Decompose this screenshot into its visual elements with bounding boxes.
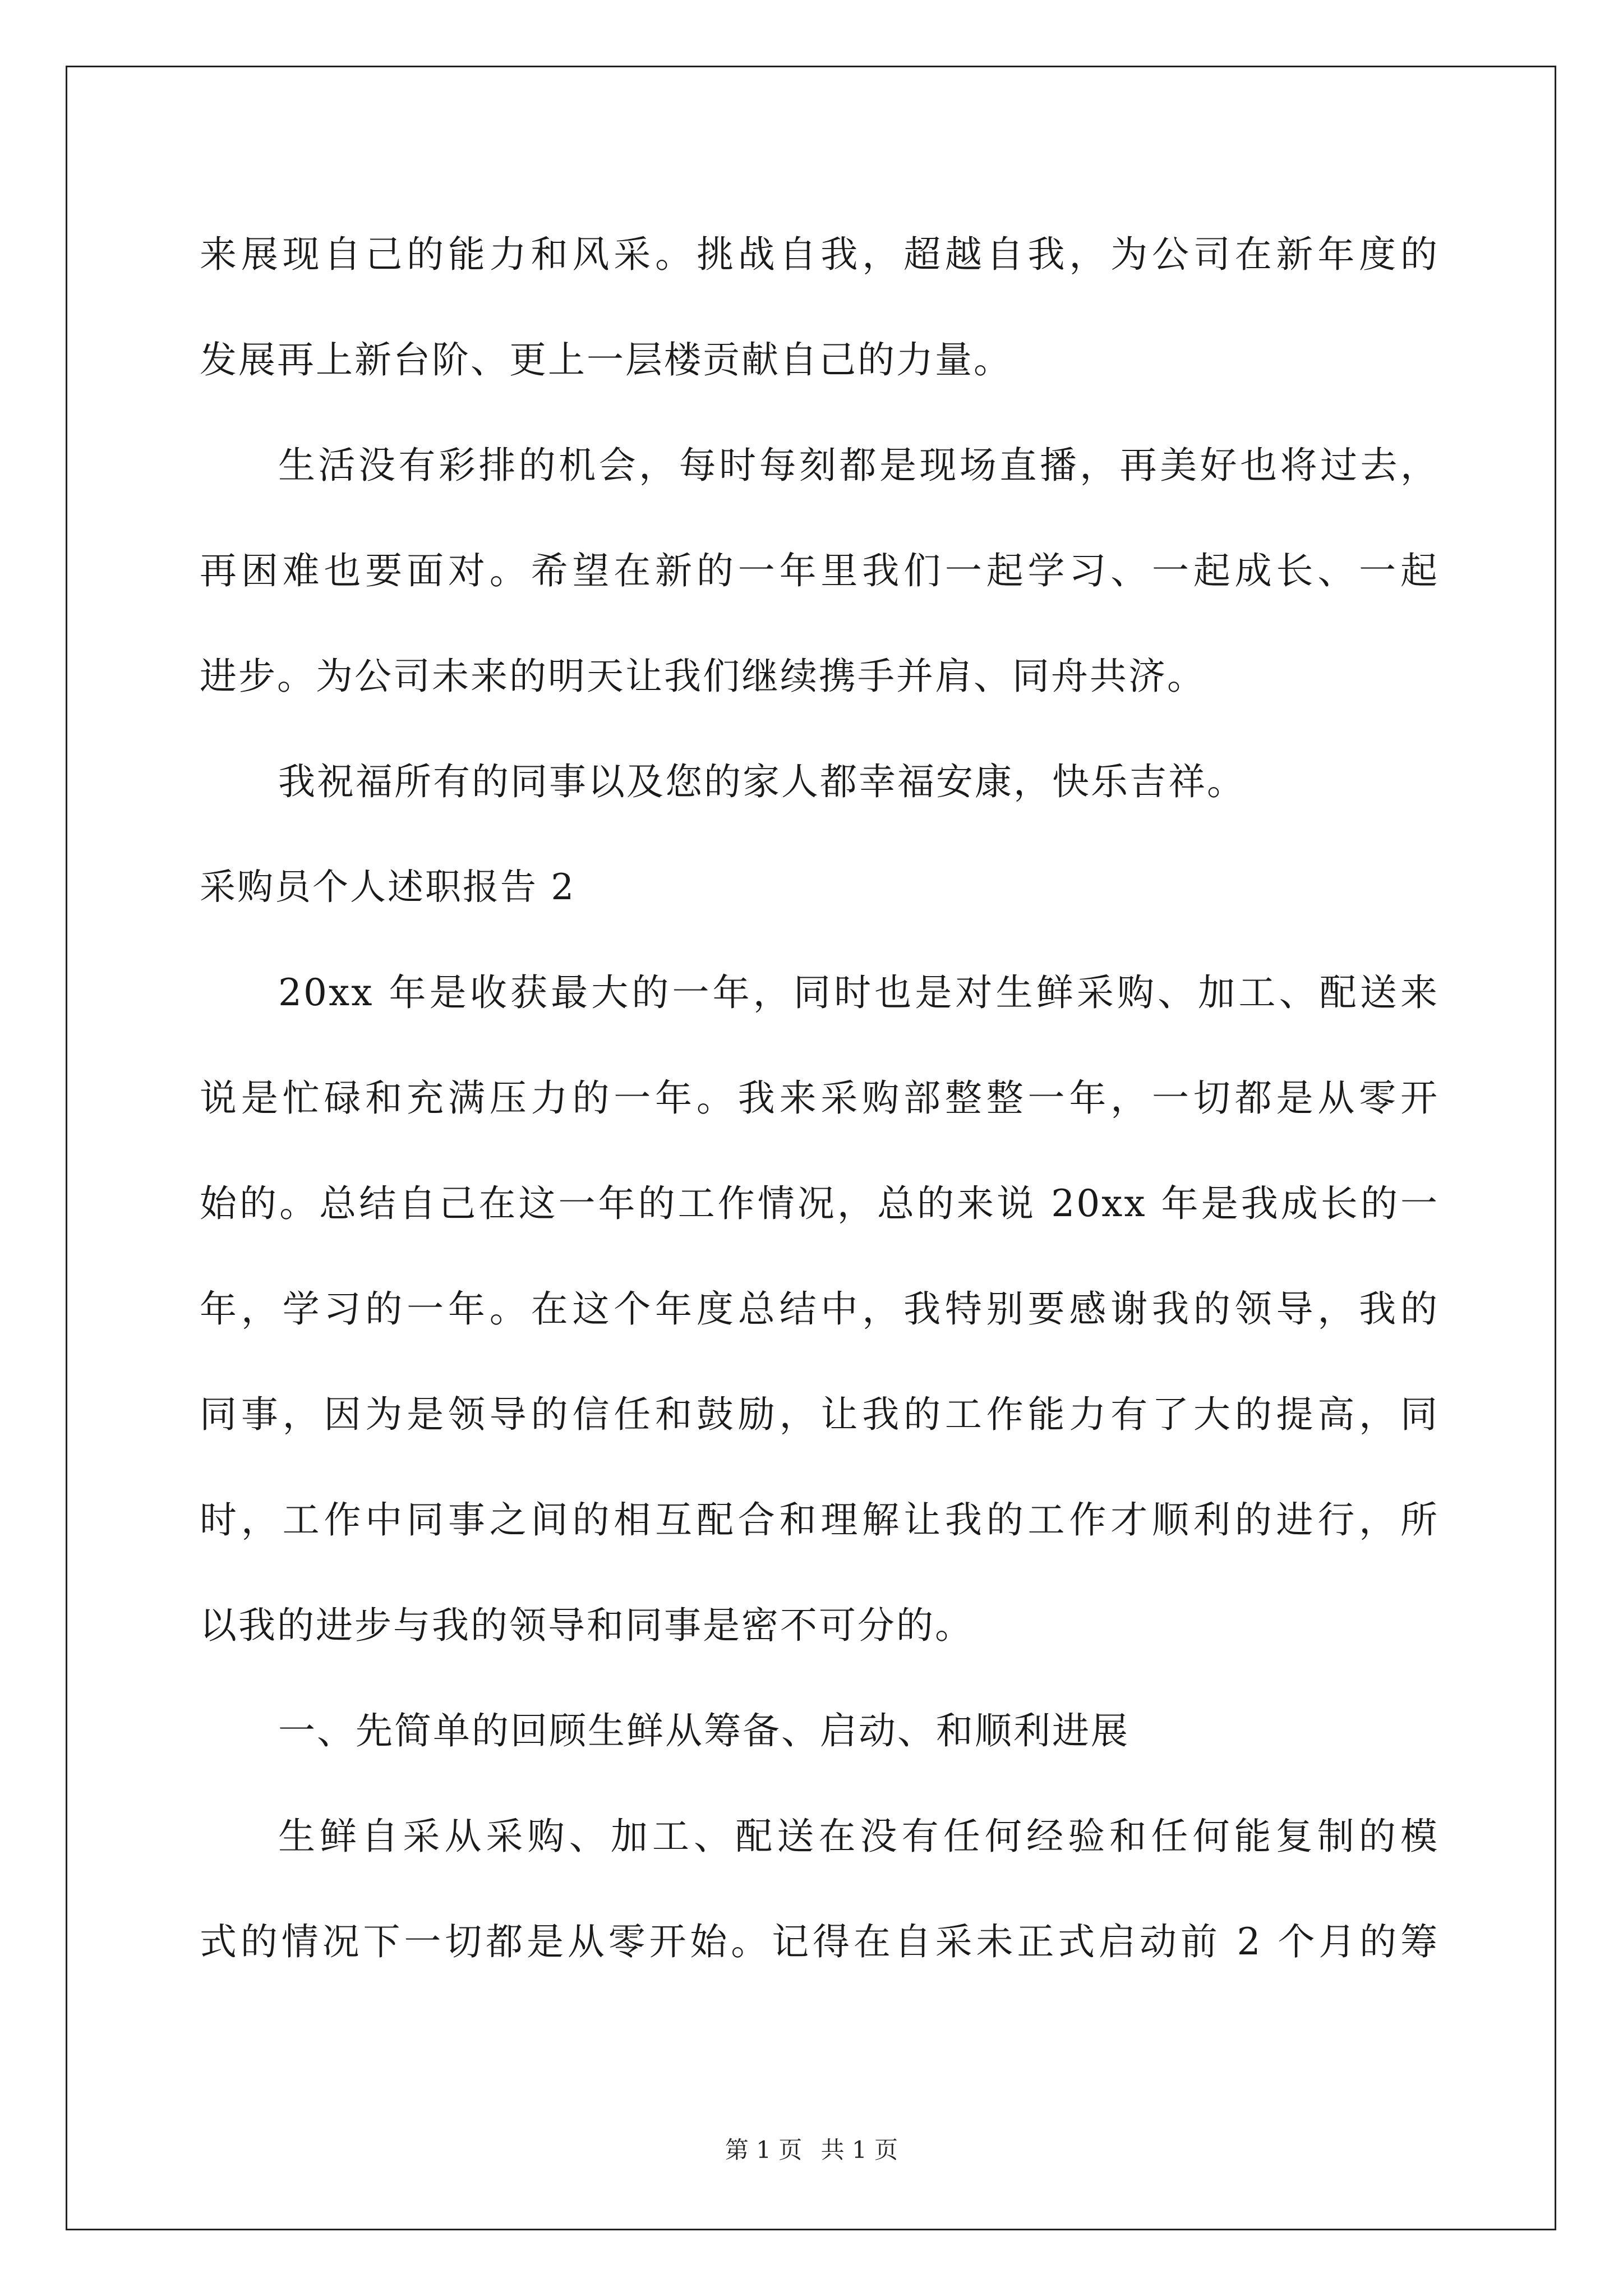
text-line: 我祝福所有的同事以及您的家人都幸福安康，快乐吉祥。 [278, 760, 1246, 803]
subsection-heading: 一、先简单的回顾生鲜从筹备、启动、和顺利进展 [278, 1709, 1129, 1752]
text-line: 式的情况下一切都是从零开始。记得在自采未正式启动前 2 个月的筹 [200, 1920, 1439, 1963]
text-line: 说是忙碌和充满压力的一年。我来采购部整整一年，一切都是从零开 [200, 1076, 1439, 1120]
page-number: 第 1 页 [725, 2136, 803, 2164]
text-line: 始的。总结自己在这一年的工作情况，总的来说 20xx 年是我成长的一 [200, 1182, 1439, 1225]
page-total: 共 1 页 [820, 2136, 898, 2164]
text-line: 同事，因为是领导的信任和鼓励，让我的工作能力有了大的提高，同 [200, 1393, 1439, 1436]
text-line: 20xx 年是收获最大的一年，同时也是对生鲜采购、加工、配送来 [278, 971, 1439, 1014]
text-line: 来展现自己的能力和风采。挑战自我，超越自我，为公司在新年度的 [200, 233, 1439, 276]
page-footer [0, 2132, 1623, 2165]
text-line: 进步。为公司未来的明天让我们继续携手并肩、同舟共济。 [200, 655, 1206, 698]
text-line: 年，学习的一年。在这个年度总结中，我特别要感谢我的领导，我的 [200, 1287, 1439, 1331]
document-body [200, 202, 1439, 1995]
text-line: 生鲜自采从采购、加工、配送在没有任何经验和任何能复制的模 [278, 1815, 1439, 1858]
text-line: 以我的进步与我的领导和同事是密不可分的。 [200, 1604, 974, 1647]
text-line: 时，工作中同事之间的相互配合和理解让我的工作才顺利的进行，所 [200, 1498, 1439, 1542]
text-line: 生活没有彩排的机会，每时每刻都是现场直播，再美好也将过去， [278, 444, 1439, 487]
text-line: 再困难也要面对。希望在新的一年里我们一起学习、一起成长、一起 [200, 549, 1439, 592]
text-line: 发展再上新台阶、更上一层楼贡献自己的力量。 [200, 338, 1012, 381]
section-heading: 采购员个人述职报告 2 [200, 867, 576, 908]
